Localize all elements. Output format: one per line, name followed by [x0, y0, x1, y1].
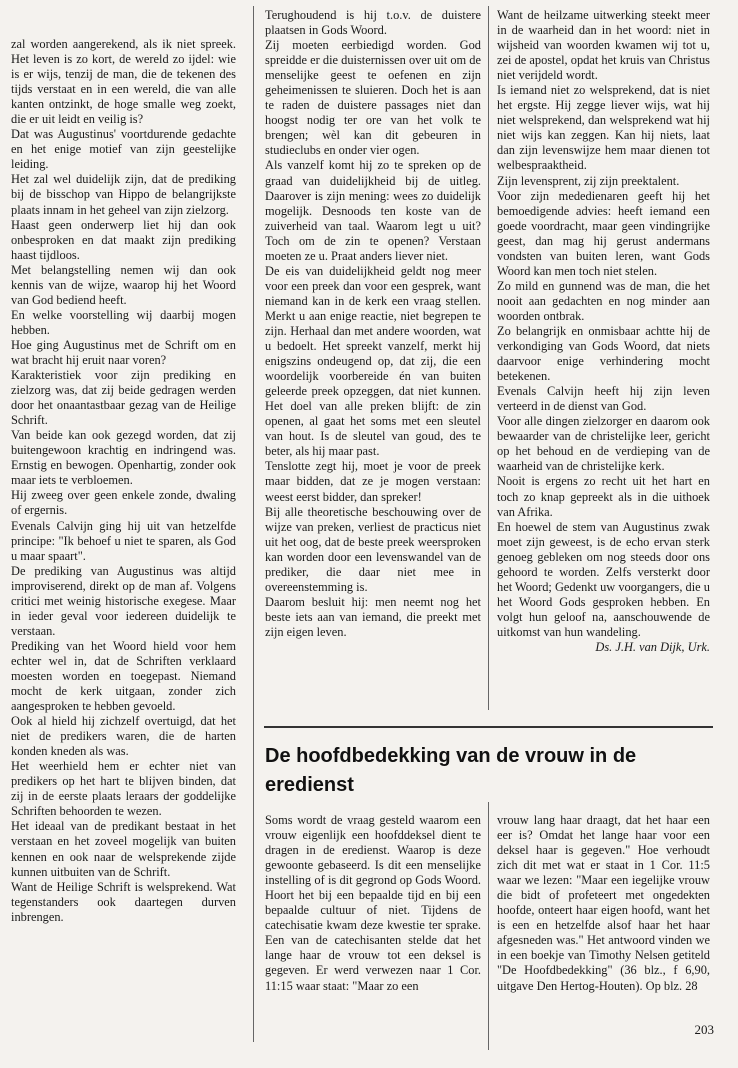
- paragraph: Evenals Calvijn ging hij uit van hetzelfde principe: "Ik behoef u niet te sparen, als God u maar spaart".: [11, 518, 236, 563]
- paragraph: Zijn levensprent, zij zijn preektalent.: [497, 173, 680, 188]
- paragraph: En hoewel de stem van Augustinus zwak moet zijn geweest, is de echo ervan sterk genoeg gebleken om nog steeds door ons gehoord te worden. Zelfs versterkt door het Woord; Gedenkt uw voorgangers, die u het Woord Gods gesproken hebben. En volgt hun geloof na, aanschouwende de uitkomst van hun wandeling.: [497, 519, 710, 639]
- paragraph: Ook al hield hij zichzelf overtuigd, dat het niet de predikers waren, die de harten konden kneden als was.: [11, 714, 236, 759]
- article1-column-3: [497, 8, 710, 720]
- paragraph: En welke voorstelling wij daarbij mogen hebben.: [11, 307, 236, 337]
- paragraph: Zij moeten eerbiedigd worden. God spreidde er die duisternissen over uit om de menselijke geest te oefenen en zijn geheimenissen te sluieren. Doch het is aan te raden de duistere passages niet dan hoogst nodig ter ore van het volk te brengen; wèl kan dit gebeuren in studieclubs en onder vier ogen.: [265, 38, 481, 158]
- paragraph: Dat was Augustinus' voortdurende gedachte en het enige motief van zijn geestelijke leiding.: [11, 127, 236, 172]
- paragraph: Zo mild en gunnend was de man, die het nooit aan gedachten en nog minder aan woorden ontbrak.: [497, 278, 710, 323]
- paragraph: Het zal wel duidelijk zijn, dat de prediking bij de bisschop van Hippo de belangrijkste plaats innam in het geheel van zijn zielzorg.: [11, 172, 236, 217]
- paragraph: Met belangstelling nemen wij dan ook kennis van de wijze, waarop hij het Woord van God bediend heeft.: [11, 262, 236, 307]
- paragraph: De eis van duidelijkheid geldt nog meer voor een preek dan voor een gesprek, want niemand kan in de kerk een vraag stellen. Merkt u aan enige reactie, niet begrepen te zijn. Herhaal dan met andere woorden, wat u bedoelt. Het spreekt vanzelf, merkt hij enigszins ondeugend op, dat zij, die een woordelijk voorbereide én van buiten geleerde preek opzeggen, dat niet kunnen. Het doel van alle preken blijft: de zin openen, al gaat het soms met een sleutel van hout. Is de sleutel van goud, des te beter, als hij maar past.: [265, 263, 481, 459]
- article2-column-1: [265, 813, 481, 1043]
- article-title: De hoofdbedekking van de vrouw in de eredienst: [265, 745, 637, 796]
- page-number: 203: [694, 1022, 714, 1037]
- paragraph: Als vanzelf komt hij zo te spreken op de graad van duidelijkheid bij de uitleg. Daarover is zijn mening: wees zo duidelijk mogelijk. Desnoods ten koste van de zuiverheid van taal. Waarom legt u uit? Toch om de zin te openen? Verstaan moeten ze u. Praat anders liever niet.: [265, 158, 481, 263]
- column-divider-right-bottom: [488, 802, 489, 1050]
- paragraph: Bij alle theoretische beschouwing over de wijze van preken, verliest de practicus niet uit het oog, dat de beste preek weersproken kan worden door een levenswandel van de prediker, die daar niet mee in overeenstemming is.: [265, 504, 481, 594]
- paragraph: Voor alle dingen zielzorger en daarom ook bewaarder van de christelijke leer, gericht op het behoud en de verdieping van de waarheid van de christelijke kerk.: [497, 414, 710, 474]
- article-separator-rule: [264, 726, 713, 728]
- column-divider-right-top: [488, 6, 489, 710]
- paragraph: Prediking van het Woord hield voor hem echter wel in, dat de Schriften verklaard moesten worden en toegepast. Niemand mocht de kerk uitgaan, zonder zich aangesproken te hebben gevoeld.: [11, 638, 236, 714]
- paragraph: Het ideaal van de predikant bestaat in het verstaan en het zoveel mogelijk van buiten kennen en ook naar de welsprekende zijde kunnen uitbuiten van de Schrift.: [11, 819, 236, 879]
- paragraph: Nooit is ergens zo recht uit het hart en toch zo knap gepreekt als in die uithoek van Afrika.: [497, 474, 710, 519]
- article1-column-1: [11, 37, 236, 1042]
- paragraph: Voor zijn mededienaren geeft hij het bemoedigende advies: heeft iemand een goede voordracht, maar geen vindingrijke geest, dan mag hij gerust andermans vondsten van buiten leren, want Gods Woord kan men toch niet stelen.: [497, 188, 710, 278]
- paragraph: vrouw lang haar draagt, dat het haar een eer is? Omdat het lange haar voor een deksel haar is gegeven." Hoe verhoudt zich dit met wat er staat in 1 Cor. 11:5 waar we lezen: "Maar een iegelijke vrouw die bidt of profeteert met ongedekten hoofde, onteert haar eigen hoofd, want het is een en hetzelfde alsof haar het haar afgesneden was." Het antwoord vinden we in een boekje van Timothy Nelsen getiteld "De Hoofdbedekking" (36 blz., f 6,90, uitgave Den Hertog-Houten). Op blz. 28: [497, 813, 710, 993]
- paragraph: Want de Heilige Schrift is welsprekend. Wat tegenstanders ook daartegen durven inbrengen.: [11, 879, 236, 924]
- column-divider-left: [253, 6, 254, 1042]
- paragraph: Van beide kan ook gezegd worden, dat zij buitengewoon krachtig en indringend was. Ernstig en bewogen. Openhartig, zonder ook maar iets te verbloemen.: [11, 428, 236, 488]
- paragraph: De prediking van Augustinus was altijd improviserend, direkt op de man af. Volgens critici met weinig historische exegese. Maar in ieder geval voor iedereen duidelijk te verstaan.: [11, 563, 236, 638]
- paragraph: Karakteristiek voor zijn prediking en zielzorg was, dat zij beide gedragen werden door het onaantastbaar gezag van de Heilige Schrift.: [11, 368, 236, 428]
- paragraph: Terughoudend is hij t.o.v. de duistere plaatsen in Gods Woord.: [265, 8, 481, 38]
- paragraph: zal worden aangerekend, als ik niet spreek. Het leven is zo kort, de wereld zo ijdel: wie is er wijs, tenzij de man, die de tekenen des tijds verstaat en in een wereld, die van alle kanten ontzinkt, de hoge smalle weg zoekt, die er uit leidt en veilig is?: [11, 37, 236, 127]
- paragraph: Soms wordt de vraag gesteld waarom een vrouw eigenlijk een hoofddeksel dient te dragen in de eredienst. Waarop is deze gewoonte gebaseerd. Is dit een menselijke instelling of is dit gegrond op Gods Woord. Hoort het bij een bepaalde tijd en bij een bepaalde cultuur of niet. Tijdens de catechisatie kwam deze kwestie ter sprake. Een van de catechisanten stelde dat het lange haar de vrouw tot een deksel is gegeven. Er werd verwezen naar 1 Cor. 11:15 waar staat: "Maar zo een: [265, 813, 481, 993]
- paragraph: Het weerhield hem er echter niet van predikers op het hart te blijven binden, dat zij in de eerste plaats leraars der goddelijke Schriften behoorden te wezen.: [11, 759, 236, 819]
- paragraph: Zo belangrijk en onmisbaar achtte hij de verkondiging van Gods Woord, dat niets daarvoor enige verhindering mocht betekenen.: [497, 323, 710, 384]
- paragraph: Is iemand niet zo welsprekend, dat is niet het ergste. Hij zegge liever wijs, wat hij niet welsprekend, dan welsprekend wat hij niet wijs kan zeggen. Kan hij niets, laat dan zijn levenswijze hem maar dienen tot welbespraaktheid.: [497, 83, 710, 173]
- paragraph: Tenslotte zegt hij, moet je voor de preek maar bidden, dat ze je mogen verstaan: weest eerst bidder, dan spreker!: [265, 459, 481, 504]
- paragraph: Haast geen onderwerp liet hij dan ook onbesproken en dat maakt zijn prediking haast tijdloos.: [11, 217, 236, 262]
- paragraph: Want de heilzame uitwerking steekt meer in de waarheid dan in het woord: niet in wijsheid van woorden kwamen wij tot u, zei de apostel, opdat het kruis van Christus niet verijdeld wordt.: [497, 8, 710, 83]
- article1-column-2: [265, 8, 481, 718]
- paragraph: Daarom besluit hij: men neemt nog het beste iets aan van iemand, die preekt met zijn eigen leven.: [265, 594, 481, 639]
- article2-column-2: [497, 813, 710, 1043]
- paragraph: Evenals Calvijn heeft hij zijn leven verteerd in de dienst van God.: [497, 384, 710, 414]
- paragraph: Hoe ging Augustinus met de Schrift om en wat bracht hij eruit naar voren?: [11, 337, 236, 367]
- author-signature: Ds. J.H. van Dijk, Urk.: [595, 639, 710, 654]
- paragraph: Hij zweeg over geen enkele zonde, dwaling of ergernis.: [11, 488, 236, 518]
